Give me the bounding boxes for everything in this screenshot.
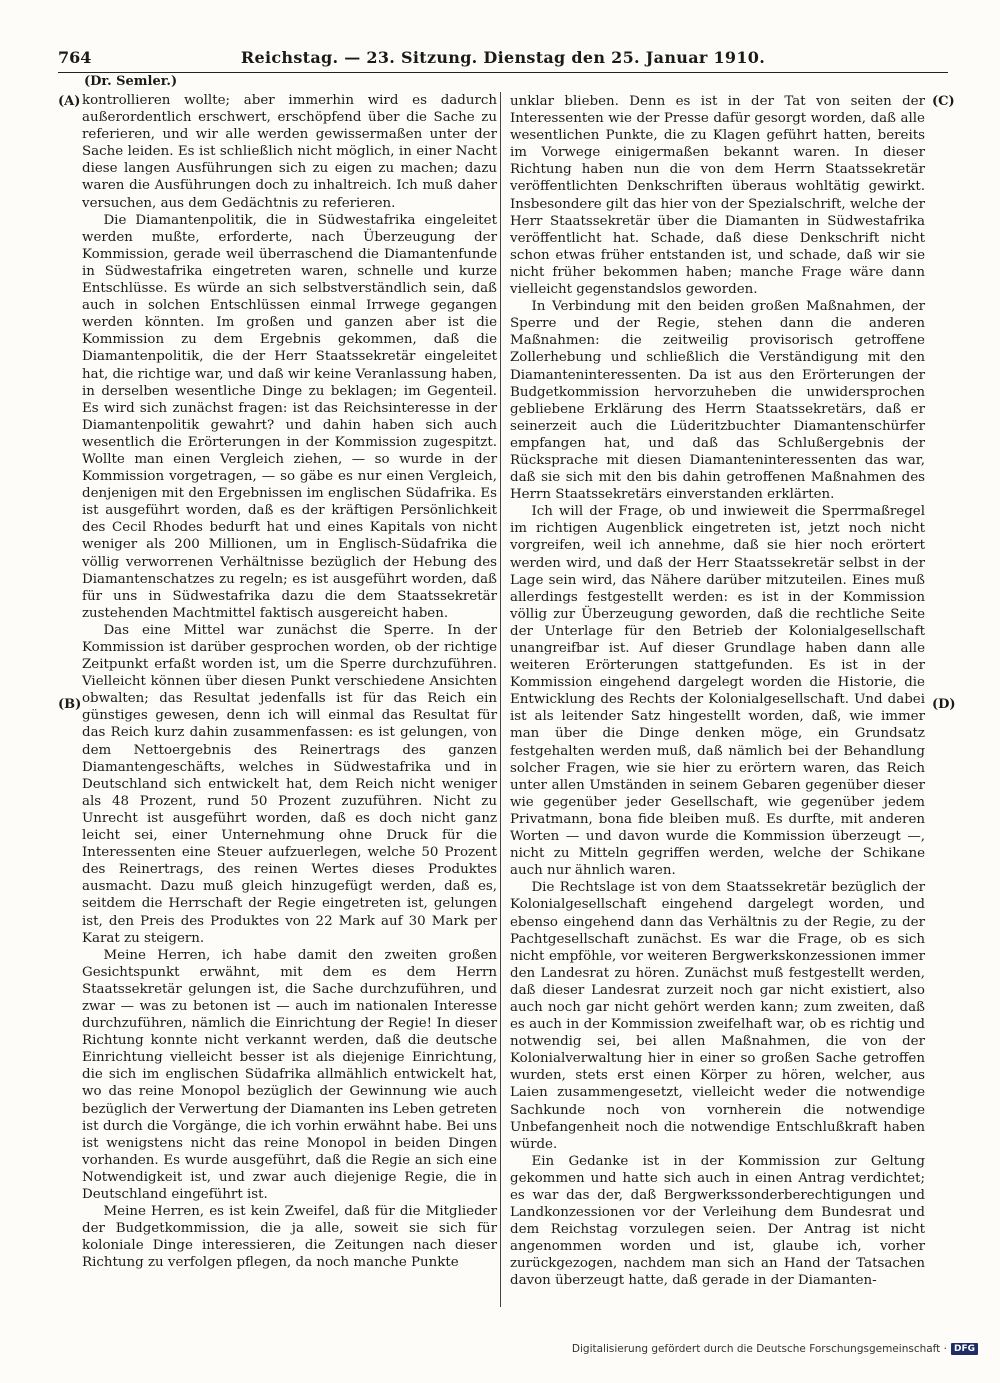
speaker-label: (Dr. Semler.) <box>84 74 178 89</box>
dfg-logo-icon: DFG <box>951 1343 978 1355</box>
paragraph: Meine Herren, ich habe damit den zweiten großen Gesichtspunkt erwähnt, mit dem es dem Herrn Staatssekretär gelungen ist, die Sache durchzuführen, und zwar — was zu betonen ist — auch im nationalen Interesse durchzuführen, nämlich die Einrichtung der Regie! In dieser Richtung konnte nicht verkannt werden, daß die deutsche Einrichtung vielleicht besser ist als diejenige Einrichtung, die sich im englischen Südafrika allmählich entwickelt hat, wo das reine Monopol bezüglich der Gewinnung wie auch bezüglich der Verwertung der Diamanten ins Leben getreten ist durch die Vorgänge, die ich vorhin erwähnt habe. Bei uns ist wenigstens nicht das reine Monopol in beiden Dingen vorhanden. Es wurde ausgeführt, daß die Regie an sich eine Notwendigkeit ist, und zwar auch diejenige Regie, die in Deutschland eingeführt ist. <box>82 947 497 1202</box>
footer-text: Digitalisierung gefördert durch die Deutsche Forschungsgemeinschaft · <box>571 1343 947 1355</box>
margin-marker-d: (D) <box>932 697 956 712</box>
page-header <box>58 46 948 73</box>
page-number: 764 <box>58 48 92 67</box>
right-column <box>510 93 925 1290</box>
left-column <box>82 92 497 1271</box>
paragraph: Die Rechtslage ist von dem Staatssekretär bezüglich der Kolonialgesellschaft eingehend dargelegt worden, und ebenso eingehend dann das Verhältnis zu der Regie, zu der Pachtgesellschaft zunächst. Es war die Frage, ob es sich nicht empföhle, vor weiteren Bergwerkskonzessionen immer den Landesrat zu hören. Zunächst muß festgestellt werden, daß dieser Landesrat zurzeit noch gar nicht existiert, also auch noch gar nicht gehört werden kann; zum zweiten, daß es auch in der Kommission zweifelhaft war, ob es richtig und notwendig sei, bei allen Maßnahmen, die von der Kolonialverwaltung hier in einer so großen Sache getroffen wurden, stets erst einen Körper zu hören, welcher, aus Laien zusammengesetzt, vielleicht weder die notwendige Sachkunde noch von vornherein die notwendige Unbefangenheit noch die notwendige Entschlußkraft haben würde. <box>510 880 925 1152</box>
paragraph: In Verbindung mit den beiden großen Maßnahmen, der Sperre und der Regie, stehen dann die anderen Maßnahmen: die zeitweilig provisorisch getroffene Zollerhebung und schließlich die Verständigung mit den Diamanteninteressenten. Da ist aus den Erörterungen der Budgetkommission hervorzuheben die unwidersprochen gebliebene Erklärung des Herrn Staatssekretärs, daß er seinerzeit auch die Lüderitzbuchter Diamantenschürfer empfangen hat, und daß das Schlußergebnis der Rücksprache mit diesen Diamanteninteressenten das war, daß sie sich mit den bis dahin getroffenen Maßnahmen des Herrn Staatssekretärs einverstanden erklärten. <box>510 299 925 503</box>
margin-marker-a: (A) <box>58 94 81 109</box>
paragraph: Ein Gedanke ist in der Kommission zur Geltung gekommen und hatte sich auch in einen Antrag verdichtet; es war das der, daß Bergwerkssonderberechtigungen und Landkonzessionen vor der Verleihung dem Bundesrat und dem Reichstag vorzulegen seien. Der Antrag ist nicht angenommen worden und ist, glaube ich, vorher zurückgezogen, nachdem man sich an Hand der Tatsachen davon überzeugt hatte, daß gerade in der Diamanten- <box>510 1153 925 1289</box>
margin-marker-c: (C) <box>932 94 955 109</box>
paragraph: Ich will der Frage, ob und inwieweit die Sperrmaßregel im richtigen Augenblick eingetreten ist, jetzt noch nicht vorgreifen, weil ich annehme, daß sie hier noch erörtert werden wird, und daß der Herr Staatssekretär selbst in der Lage sein wird, das Nähere darüber mitzuteilen. Eines muß allerdings festgestellt werden: es ist in der Kommission völlig zur Überzeugung geworden, daß die rechtliche Seite der Unterlage für den Betrieb der Kolonialgesellschaft unangreifbar ist. Auf dieser Grundlage haben dann alle weiteren Erörterungen stattgefunden. Es ist in der Kommission eingehend dargelegt worden die Historie, die Entwicklung des Rechts der Kolonialgesellschaft. Und dabei ist als leitender Satz hingestellt worden, daß, wie immer man über die Dinge denken möge, ein Grundsatz festgehalten werden muß, daß nämlich bei der Behandlung solcher Fragen, wie sie hier zu erörtern waren, das Reich unter allen Umständen in seinem Gebaren gegenüber dieser wie gegenüber jeder Gesellschaft, wie gegenüber jedem Privatmann, bona fide bleiben muß. Es durfte, mit anderen Worten — und davon wurde die Kommission überzeugt —, nicht zu Mitteln gegriffen werden, welche der Schikane auch nur ähnlich waren. <box>510 504 925 879</box>
margin-marker-b: (B) <box>58 697 82 712</box>
paragraph: unklar blieben. Denn es ist in der Tat von seiten der Interessenten wie der Presse dafür gesorgt worden, daß alle wesentlichen Punkte, die zu Klagen geführt hatten, bereits im Vorwege einigermaßen bekannt waren. In dieser Richtung haben nun die von dem Herrn Staatssekretär veröffentlichten Denkschriften überaus wohltätig gewirkt. Insbesondere gilt das hier von der Spezialschrift, welche der Herr Staatssekretär über die Diamanten in Südwestafrika veröffentlicht hat. Schade, daß diese Denkschrift nicht schon etwas früher entstanden ist, und schade, daß wir sie nicht früher bekommen haben; manche Frage wäre dann vielleicht gegenstandslos geworden. <box>510 94 925 298</box>
footer-credit <box>572 1343 978 1355</box>
paragraph: Das eine Mittel war zunächst die Sperre. In der Kommission ist darüber gesprochen worden, ob der richtige Zeitpunkt erfaßt worden ist, um die Sperre durchzuführen. Vielleicht können über diesen Punkt verschiedene Ansichten obwalten; das Resultat jedenfalls ist für das Reich ein günstiges gewesen, denn ich will einmal das Resultat für das Reich kurz dahin zusammenfassen: es ist gelungen, von dem Nettoergebnis des Reinertrags des ganzen Diamantengeschäfts, welches in Südwestafrika und in Deutschland sich entwickelt hat, dem Reich nicht weniger als 48 Prozent, rund 50 Prozent zuzuführen. Nicht zu Unrecht ist ausgeführt worden, daß es doch nicht ganz leicht sei, einer Unternehmung ohne Druck für die Interessenten eine Steuer aufzuerlegen, welche 50 Prozent des Reinertrags, des reinen Wertes dieses Produktes ausmacht. Dazu muß gleich hinzugefügt werden, daß es, seitdem die Herrschaft der Regie eingetreten ist, gelungen ist, den Preis des Produktes von 22 Mark auf 30 Mark per Karat zu steigern. <box>82 622 497 946</box>
paragraph: Meine Herren, es ist kein Zweifel, daß für die Mitglieder der Budgetkommission, die ja alle, soweit sie sich für koloniale Dinge interessieren, die Zeitungen nach dieser Richtung zu verfolgen pflegen, da noch manche Punkte <box>82 1204 497 1271</box>
running-title: Reichstag. — 23. Sitzung. Dienstag den 25. Januar 1910. <box>240 48 766 67</box>
paragraph: kontrollieren wollte; aber immerhin wird es dadurch außerordentlich erschwert, erschöpfend über die Sache zu referieren, und wir alle werden gewissermaßen unter der Sache leiden. Es ist schließlich nicht möglich, in einer Nacht diese langen Ausführungen sich zu eigen zu machen; dazu waren die Ausführungen doch zu inhaltreich. Ich muß daher versuchen, aus dem Gedächtnis zu referieren. <box>82 93 497 211</box>
paragraph: Die Diamantenpolitik, die in Südwestafrika eingeleitet werden mußte, erforderte, nach Überzeugung der Kommission, gerade weil überraschend die Diamantenfunde in Südwestafrika eingetreten waren, schnelle und kurze Entschlüsse. Es würde an sich selbstverständlich sein, daß auch in solchen Entschlüssen einmal Irrwege gegangen werden könnten. Im großen und ganzen aber ist die Kommission zu dem Ergebnis gekommen, daß die Diamantenpolitik, die der Herr Staatssekretär eingeleitet hat, die richtige war, und daß wir keine Veranlassung haben, in derselben wesentliche Dinge zu beklagen; im Gegenteil. Es wird sich zunächst fragen: ist das Reichsinteresse in der Diamantenpolitik gewahrt? und dahin haben sich auch wesentlich die Erörterungen in der Kommission zugespitzt. Wollte man einen Vergleich ziehen, — so wurde in der Kommission vorgetragen, — so gäbe es nur einen Vergleich, denjenigen mit den Ergebnissen im englischen Südafrika. Es ist ausgeführt worden, daß es der kräftigen Persönlichkeit des Cecil Rhodes bedurft hat und eines Kapitals von nicht weniger als 200 Millionen, um in Englisch-Südafrika die völlig verworrenen Verhältnisse bezüglich der Hebung des Diamantenschatzes zu regeln; es ist ausgeführt worden, daß für uns in Südwestafrika dazu die dem Staatssekretär zustehenden Machtmittel faktisch ausgereicht haben. <box>82 212 497 621</box>
column-divider <box>500 92 501 1307</box>
